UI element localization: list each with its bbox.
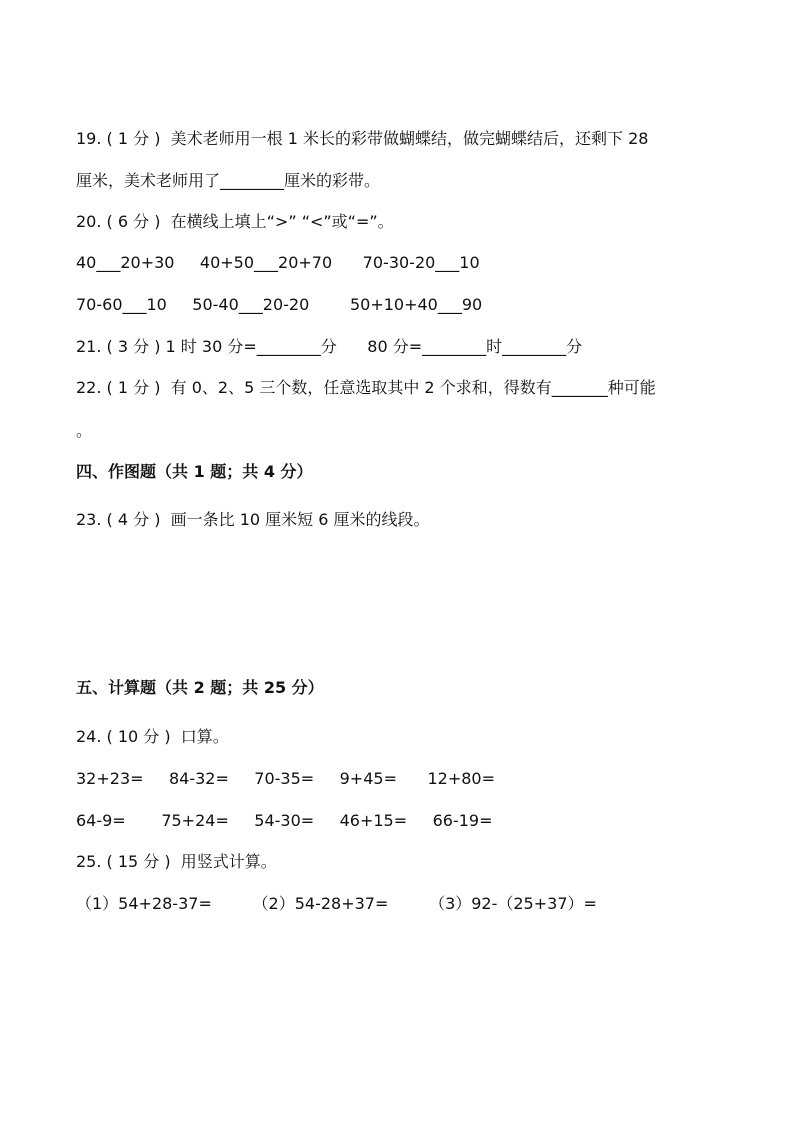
q22-line1: 22. ( 1 分 ) 有 0、2、5 三个数，任意选取其中 2 个求和，得数有_______种可能 [76,378,656,397]
q25-row1: （1）54+28-37= （2）54-28+37= （3）92-（25+37）= [76,894,597,913]
q20-title: 20. ( 6 分 ) 在横线上填上“>” “<”或“=”。 [76,212,394,231]
q19-line1: 19. ( 1 分 ) 美术老师用一根 1 米长的彩带做蝴蝶结，做完蝴蝶结后，还剩下 28 [76,129,649,148]
q25-title: 25. ( 15 分 ) 用竖式计算。 [76,852,277,871]
q19-line2: 厘米，美术老师用了________厘米的彩带。 [76,171,381,190]
q20-row1: 40___20+30 40+50___20+70 70-30-20___10 [76,253,480,272]
q21-line: 21. ( 3 分 ) 1 时 30 分=________分 80 分=________时________分 [76,337,583,356]
section4-heading: 四、作图题（共 1 题；共 4 分） [76,462,313,481]
q20-row2: 70-60___10 50-40___20-20 50+10+40___90 [76,295,483,314]
q22-line2: 。 [76,421,93,440]
q23-line: 23. ( 4 分 ) 画一条比 10 厘米短 6 厘米的线段。 [76,510,430,529]
q24-title: 24. ( 10 分 ) 口算。 [76,727,229,746]
q24-row2: 64-9= 75+24= 54-30= 46+15= 66-19= [76,811,493,830]
q24-row1: 32+23= 84-32= 70-35= 9+45= 12+80= [76,769,496,788]
section5-heading: 五、计算题（共 2 题；共 25 分） [76,678,324,697]
